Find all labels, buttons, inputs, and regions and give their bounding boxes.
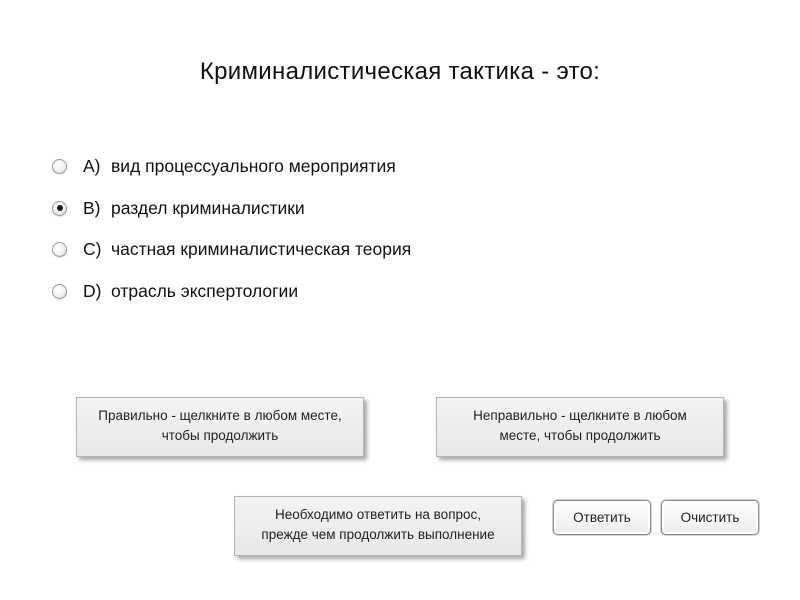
option-text: частная криминалистическая теория bbox=[111, 239, 412, 260]
option-a[interactable] bbox=[52, 146, 411, 188]
answer-required-line1: Необходимо ответить на вопрос, bbox=[274, 507, 482, 522]
radio-button-icon[interactable] bbox=[52, 242, 67, 257]
option-text: вид процессуального мероприятия bbox=[111, 156, 396, 177]
incorrect-feedback-line2: месте, чтобы продолжить bbox=[499, 428, 661, 443]
option-c[interactable] bbox=[52, 229, 411, 271]
incorrect-feedback-box[interactable] bbox=[436, 397, 724, 457]
radio-button-icon[interactable] bbox=[52, 201, 67, 216]
answer-required-box bbox=[234, 496, 522, 556]
option-letter: B) bbox=[83, 197, 101, 218]
option-b[interactable] bbox=[52, 188, 411, 230]
option-text: отрасль экспертологии bbox=[111, 280, 299, 301]
clear-button[interactable]: Очистить bbox=[661, 500, 759, 535]
question-title: Криминалистическая тактика - это: bbox=[199, 58, 601, 85]
submit-button[interactable]: Ответить bbox=[553, 500, 651, 535]
answer-options bbox=[52, 146, 411, 312]
answer-required-line2: прежде чем продолжить выполнение bbox=[261, 527, 495, 542]
radio-button-icon[interactable] bbox=[52, 284, 67, 299]
radio-button-icon[interactable] bbox=[52, 159, 67, 174]
correct-feedback-box[interactable] bbox=[76, 397, 364, 457]
correct-feedback-line1: Правильно - щелкните в любом месте, bbox=[98, 408, 342, 423]
option-letter: D) bbox=[83, 280, 102, 301]
option-letter: C) bbox=[83, 239, 102, 260]
option-letter: A) bbox=[83, 156, 101, 177]
option-text: раздел криминалистики bbox=[111, 197, 305, 218]
incorrect-feedback-line1: Неправильно - щелкните в любом bbox=[473, 408, 687, 423]
correct-feedback-line2: чтобы продолжить bbox=[161, 428, 279, 443]
option-d[interactable] bbox=[52, 271, 411, 313]
